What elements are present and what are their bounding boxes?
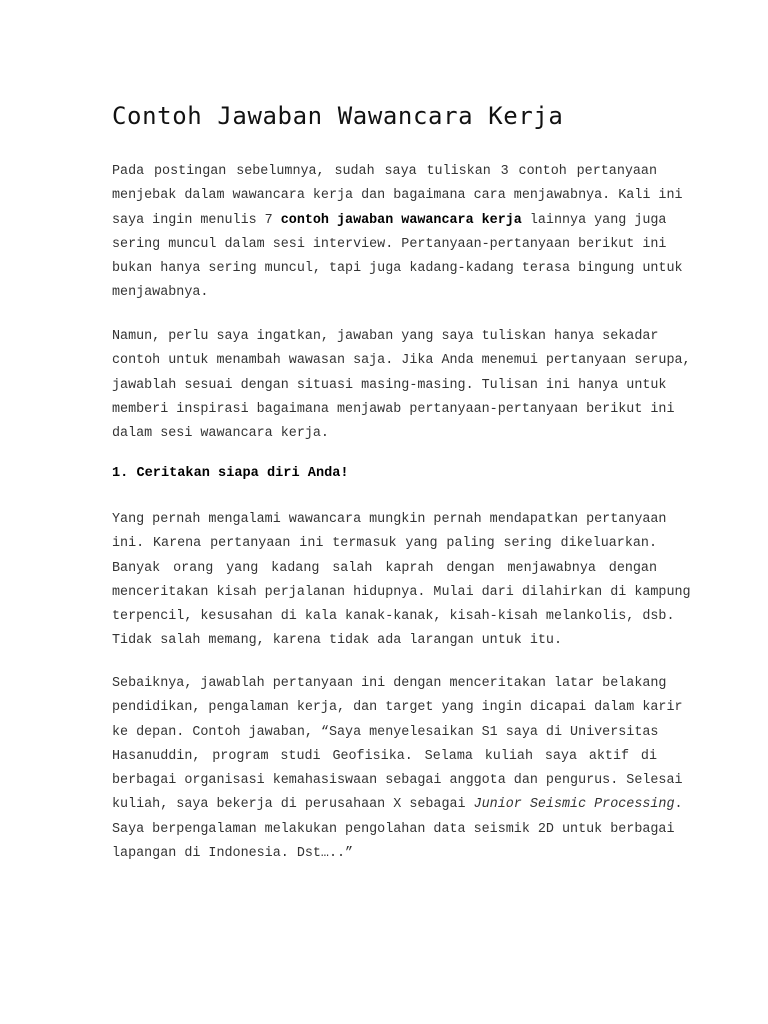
text-line: menceritakan kisah perjalanan hidupnya. Mulai dari dilahirkan di kampung (112, 584, 691, 600)
text-line: Yang pernah mengalami wawancara mungkin pernah mendapatkan pertanyaan (112, 512, 667, 527)
text-line: Namun, perlu saya ingatkan, jawaban yang saya tuliskan hanya sekadar (112, 329, 659, 344)
paragraph-disclaimer (112, 325, 691, 446)
text-line: pendidikan, pengalaman kerja, dan target yang ingin dicapai dalam karir (112, 700, 683, 716)
text-line: jawablah sesuai dengan situasi masing-masing. Tulisan ini hanya untuk (112, 377, 667, 393)
text-line: Saya berpengalaman melakukan pengolahan data seismik 2D untuk berbagai (112, 821, 675, 837)
text-line: menjebak dalam wawancara kerja dan bagaimana cara menjawabnya. Kali ini (112, 188, 683, 204)
text-line: berbagai organisasi kemahasiswaan sebagai anggota dan pengurus. Selesai (112, 773, 683, 789)
paragraph-example-answer (112, 672, 683, 866)
text-run: saya ingin menulis 7 (112, 212, 281, 228)
text-line: lapangan di Indonesia. Dst…..” (112, 846, 354, 862)
text-line-with-bold (112, 209, 667, 233)
text-line: Banyak orang yang kadang salah kaprah dengan menjawabnya dengan (112, 560, 657, 576)
section-heading: 1. Ceritakan siapa diri Anda! (112, 466, 349, 481)
text-line: bukan hanya sering muncul, tapi juga kadang-kadang terasa bingung untuk (112, 261, 683, 277)
text-line: memberi inspirasi bagaimana menjawab pertanyaan-pertanyaan berikut ini (112, 401, 675, 417)
text-run: kuliah, saya bekerja di perusahaan X sebagai (112, 797, 474, 813)
bold-keyword: contoh jawaban wawancara kerja (280, 212, 522, 228)
text-line: ini. Karena pertanyaan ini termasuk yang paling sering dikeluarkan. (112, 536, 657, 552)
document-title: Contoh Jawaban Wawancara Kerja (112, 102, 564, 130)
italic-job-title: Junior Seismic Processing (473, 797, 675, 813)
text-line: terpencil, kesusahan di kala kanak-kanak, kisah-kisah melankolis, dsb. (112, 609, 675, 625)
text-line: menjawabnya. (112, 285, 209, 301)
text-line: sering muncul dalam sesi interview. Pertanyaan-pertanyaan berikut ini (112, 236, 667, 252)
text-run: . (674, 797, 683, 813)
text-line: Tidak salah memang, karena tidak ada larangan untuk itu. (112, 633, 562, 649)
text-run: lainnya yang juga (521, 212, 667, 228)
text-line: Pada postingan sebelumnya, sudah saya tuliskan 3 contoh pertanyaan (112, 164, 657, 179)
text-line-with-italic (112, 793, 683, 817)
paragraph-question-context (112, 508, 691, 654)
text-line: contoh untuk menambah wawasan saja. Jika Anda menemui pertanyaan serupa, (112, 353, 691, 369)
text-line: Hasanuddin, program studi Geofisika. Selama kuliah saya aktif di (112, 748, 657, 764)
text-line: ke depan. Contoh jawaban, “Saya menyelesaikan S1 saya di Universitas (112, 724, 659, 740)
text-line: Sebaiknya, jawablah pertanyaan ini dengan menceritakan latar belakang (112, 676, 667, 691)
text-line: dalam sesi wawancara kerja. (112, 426, 329, 442)
paragraph-intro (112, 160, 683, 306)
